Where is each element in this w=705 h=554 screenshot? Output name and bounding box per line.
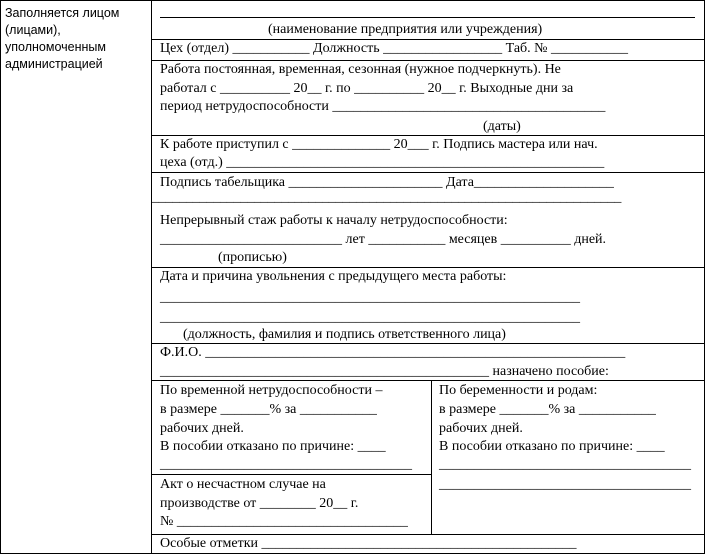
in-words-caption: (прописью): [218, 250, 287, 265]
temporary-disability-refusal-blank: ____________________________________: [160, 457, 412, 472]
disability-period-row: период нетрудоспособности _______________________________________: [160, 99, 606, 114]
temporary-disability-amount: в размере _______% за ___________: [160, 402, 377, 417]
temporary-disability-refusal: В пособии отказано по причине: ____: [160, 439, 386, 454]
row-separator: [152, 60, 704, 61]
left-label-line-1: Заполняется лицом: [5, 6, 120, 20]
maternity-workdays: рабочих дней.: [439, 421, 523, 436]
shop-head-signature-row: цеха (отд.) ______________________________________________________: [160, 155, 605, 170]
row-separator: [152, 267, 704, 268]
row-separator: [152, 474, 431, 475]
left-label-line-4: администрацией: [5, 57, 103, 71]
org-name-caption: (наименование предприятия или учреждения): [268, 22, 543, 37]
org-name-line: [160, 17, 695, 18]
left-border: [0, 0, 1, 554]
maternity-label: По беременности и родам:: [439, 383, 598, 398]
left-label-line-3: уполномоченным: [5, 40, 106, 54]
not-worked-row: работал с __________ 20__ г. по __________ 20__ г. Выходные дни за: [160, 81, 574, 96]
returned-to-work-row: К работе приступил с ______________ 20___ г. Подпись мастера или нач.: [160, 137, 598, 152]
continuous-service-row: Непрерывный стаж работы к началу нетрудоспособности:: [160, 213, 508, 228]
accident-act-label: Акт о несчастном случае на: [160, 477, 326, 492]
temporary-disability-label: По временной нетрудоспособности –: [160, 383, 383, 398]
maternity-refusal: В пособии отказано по причине: ____: [439, 439, 665, 454]
dismissal-blank-line-1: ____________________________________________________________: [160, 290, 580, 305]
full-name-row: Ф.И.О. ____________________________________________________________: [160, 345, 626, 360]
service-length-row: __________________________ лет ___________ месяцев __________ дней.: [160, 232, 607, 247]
accident-act-date: производстве от ________ 20__ г.: [160, 496, 359, 511]
workshop-position-row: Цех (отдел) ___________ Должность _________________ Таб. № ___________: [160, 41, 629, 56]
dismissal-blank-line-2: ____________________________________________________________: [160, 310, 580, 325]
benefit-column-divider: [431, 380, 432, 534]
accident-act-number: № _________________________________: [160, 514, 408, 529]
left-label: [5, 5, 145, 73]
special-notes-row: Особые отметки _____________________________________________: [160, 536, 577, 551]
left-label-line-2: (лицами),: [5, 23, 61, 37]
row-separator: [152, 534, 704, 535]
row-separator: [152, 380, 704, 381]
column-divider: [151, 0, 152, 554]
row-separator: [152, 172, 704, 173]
responsible-person-caption: (должность, фамилия и подпись ответственного лица): [183, 327, 506, 342]
row-separator: [152, 343, 704, 344]
dismissal-reason-row: Дата и причина увольнения с предыдущего места работы:: [160, 269, 507, 284]
dashed-divider: _____________________________________________________________________: [152, 190, 622, 205]
employment-type-row: Работа постоянная, временная, сезонная (нужное подчеркнуть). Не: [160, 62, 561, 77]
row-separator: [152, 39, 704, 40]
top-border: [0, 0, 705, 1]
maternity-refusal-blank-2: ____________________________________: [439, 477, 691, 492]
maternity-amount: в размере _______% за ___________: [439, 402, 656, 417]
row-separator: [152, 135, 704, 136]
temporary-disability-workdays: рабочих дней.: [160, 421, 244, 436]
maternity-refusal-blank-1: ____________________________________: [439, 457, 691, 472]
benefit-assigned-row: _______________________________________________ назначено пособие:: [160, 364, 609, 379]
dates-caption: (даты): [483, 119, 521, 134]
timekeeper-signature-row: Подпись табельщика ______________________ Дата____________________: [160, 175, 614, 190]
